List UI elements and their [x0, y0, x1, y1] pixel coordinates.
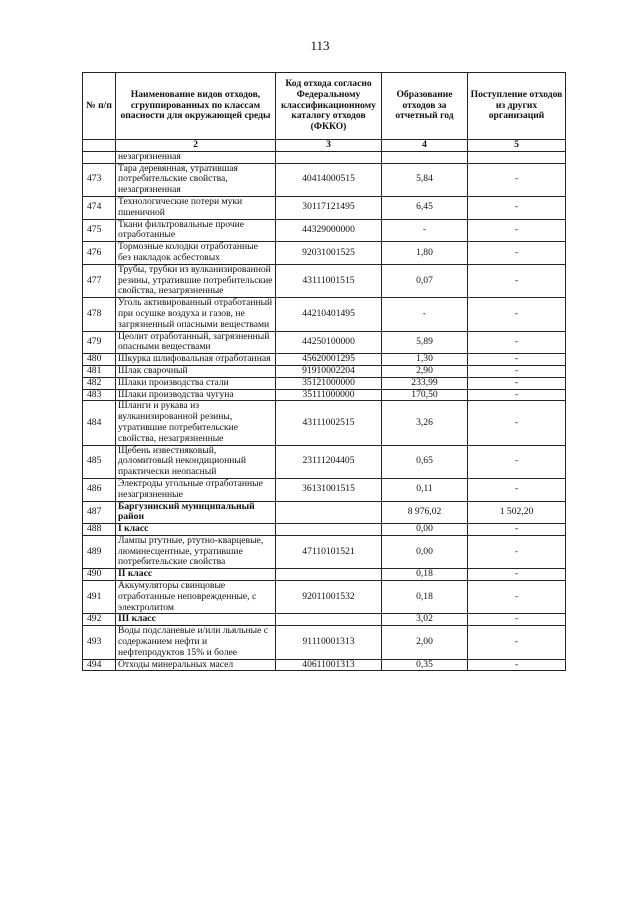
table-row: [83, 614, 566, 626]
generated-amount: -: [382, 219, 468, 242]
generated-amount: 5,84: [382, 163, 468, 196]
waste-name: Шлаки производства чугуна: [116, 389, 276, 401]
column-number-row: [83, 140, 566, 152]
row-number: 482: [83, 377, 116, 389]
row-number: 475: [83, 219, 116, 242]
table-row: [83, 659, 566, 671]
received-amount: -: [468, 264, 566, 297]
fkko-code: [276, 614, 382, 626]
generated-amount: 0,07: [382, 264, 468, 297]
fkko-code: 23111204405: [276, 445, 382, 478]
row-number: 485: [83, 445, 116, 478]
table-row: [83, 524, 566, 536]
received-amount: -: [468, 401, 566, 445]
table-row: [83, 581, 566, 614]
waste-name: Тара деревянная, утратившая потребительские свойства, незагрязненная: [116, 163, 276, 196]
generated-amount: 0,18: [382, 569, 468, 581]
table-body: [83, 151, 566, 671]
table-row: [83, 535, 566, 568]
row-number: 481: [83, 365, 116, 377]
waste-name: Шлак сварочный: [116, 365, 276, 377]
received-amount: 1 502,20: [468, 501, 566, 524]
fkko-code: [276, 524, 382, 536]
table-row: [83, 478, 566, 501]
generated-amount: 8 976,02: [382, 501, 468, 524]
waste-name: Лампы ртутные, ртутно-кварцевые, люминесцентные, утратившие потребительские свойства: [116, 535, 276, 568]
fkko-code: 30117121495: [276, 196, 382, 219]
generated-amount: 0,18: [382, 581, 468, 614]
received-amount: -: [468, 331, 566, 354]
column-header-generated: Образование отходов за отчетный год: [382, 73, 468, 140]
row-number: 476: [83, 242, 116, 265]
table-row: [83, 501, 566, 524]
table-row: [83, 569, 566, 581]
page-number: 113: [310, 38, 330, 53]
received-amount: -: [468, 163, 566, 196]
generated-amount: 0,11: [382, 478, 468, 501]
received-amount: -: [468, 614, 566, 626]
column-number-1: [83, 140, 116, 152]
waste-name: Воды подсланевые и/или льяльные с содержанием нефти и нефтепродуктов 15% и более: [116, 626, 276, 659]
column-header-received: Поступление отходов из других организаций: [468, 73, 566, 140]
fkko-code: 40414000515: [276, 163, 382, 196]
row-number: 479: [83, 331, 116, 354]
received-amount: -: [468, 219, 566, 242]
received-amount: [468, 151, 566, 163]
fkko-code: 91110001313: [276, 626, 382, 659]
generated-amount: 0,00: [382, 524, 468, 536]
fkko-code: 47110101521: [276, 535, 382, 568]
waste-name: Щебень известняковый, доломитовый некондиционный практически неопасный: [116, 445, 276, 478]
fkko-code: 43111001515: [276, 264, 382, 297]
waste-name: Трубы, трубки из вулканизированной резины, утратившие потребительские свойства, незагрязненные: [116, 264, 276, 297]
row-number: 488: [83, 524, 116, 536]
generated-amount: 233,99: [382, 377, 468, 389]
received-amount: -: [468, 389, 566, 401]
row-number: 483: [83, 389, 116, 401]
fkko-code: 43111002515: [276, 401, 382, 445]
table-header-row: [83, 73, 566, 140]
table-row: [83, 365, 566, 377]
waste-name: II класс: [116, 569, 276, 581]
waste-name: Электроды угольные отработанные незагрязненные: [116, 478, 276, 501]
column-number-5: 5: [468, 140, 566, 152]
row-number: [83, 151, 116, 163]
row-number: 484: [83, 401, 116, 445]
received-amount: -: [468, 354, 566, 366]
waste-name: Баргузинский муниципальный район: [116, 501, 276, 524]
received-amount: -: [468, 365, 566, 377]
waste-name: Шкурка шлифовальная отработанная: [116, 354, 276, 366]
fkko-code: 92011001532: [276, 581, 382, 614]
table-row: [83, 401, 566, 445]
received-amount: -: [468, 581, 566, 614]
column-number-3: 3: [276, 140, 382, 152]
table-row: [83, 298, 566, 331]
generated-amount: 170,50: [382, 389, 468, 401]
received-amount: -: [468, 445, 566, 478]
fkko-code: 91910002204: [276, 365, 382, 377]
generated-amount: 0,35: [382, 659, 468, 671]
generated-amount: 0,65: [382, 445, 468, 478]
row-number: 478: [83, 298, 116, 331]
generated-amount: 2,90: [382, 365, 468, 377]
waste-name: Ткани фильтровальные прочие отработанные: [116, 219, 276, 242]
generated-amount: 3,02: [382, 614, 468, 626]
waste-name: Аккумуляторы свинцовые отработанные неповрежденные, с электролитом: [116, 581, 276, 614]
column-number-4: 4: [382, 140, 468, 152]
table-row: [83, 377, 566, 389]
waste-name: Тормозные колодки отработанные без накладок асбестовых: [116, 242, 276, 265]
fkko-code: 44329000000: [276, 219, 382, 242]
received-amount: -: [468, 535, 566, 568]
row-number: 493: [83, 626, 116, 659]
table-row: [83, 445, 566, 478]
fkko-code: [276, 151, 382, 163]
generated-amount: 0,00: [382, 535, 468, 568]
waste-name: незагрязненная: [116, 151, 276, 163]
waste-name: Цеолит отработанный, загрязненный опасными веществами: [116, 331, 276, 354]
row-number: 487: [83, 501, 116, 524]
generated-amount: 2,00: [382, 626, 468, 659]
table-row: [83, 389, 566, 401]
waste-name: I класс: [116, 524, 276, 536]
fkko-code: 44250100000: [276, 331, 382, 354]
table-row: [83, 331, 566, 354]
fkko-code: 44210401495: [276, 298, 382, 331]
received-amount: -: [468, 569, 566, 581]
fkko-code: 35121000000: [276, 377, 382, 389]
row-number: 494: [83, 659, 116, 671]
generated-amount: 6,45: [382, 196, 468, 219]
table-row: [83, 264, 566, 297]
fkko-code: [276, 501, 382, 524]
received-amount: -: [468, 626, 566, 659]
row-number: 492: [83, 614, 116, 626]
row-number: 491: [83, 581, 116, 614]
table-row: [83, 196, 566, 219]
column-header-code: Код отхода согласно Федеральному классификационному каталогу отходов (ФККО): [276, 73, 382, 140]
column-number-2: 2: [116, 140, 276, 152]
table-row: [83, 151, 566, 163]
column-header-name: Наименование видов отходов, сгруппированных по классам опасности для окружающей среды: [116, 73, 276, 140]
row-number: 474: [83, 196, 116, 219]
received-amount: -: [468, 524, 566, 536]
fkko-code: 92031001525: [276, 242, 382, 265]
row-number: 489: [83, 535, 116, 568]
fkko-code: 45620001295: [276, 354, 382, 366]
table-row: [83, 163, 566, 196]
fkko-code: [276, 569, 382, 581]
row-number: 490: [83, 569, 116, 581]
waste-name: Уголь активированный отработанный при осушке воздуха и газов, не загрязненный опасными веществами: [116, 298, 276, 331]
table-row: [83, 242, 566, 265]
fkko-code: 35111000000: [276, 389, 382, 401]
received-amount: -: [468, 196, 566, 219]
table-row: [83, 626, 566, 659]
waste-name: Шлаки производства стали: [116, 377, 276, 389]
table-row: [83, 219, 566, 242]
waste-table: [82, 72, 566, 671]
received-amount: -: [468, 242, 566, 265]
received-amount: -: [468, 377, 566, 389]
row-number: 486: [83, 478, 116, 501]
waste-name: III класс: [116, 614, 276, 626]
waste-name: Технологические потери муки пшеничной: [116, 196, 276, 219]
generated-amount: -: [382, 298, 468, 331]
generated-amount: 5,89: [382, 331, 468, 354]
received-amount: -: [468, 659, 566, 671]
row-number: 480: [83, 354, 116, 366]
row-number: 477: [83, 264, 116, 297]
generated-amount: 1,80: [382, 242, 468, 265]
column-header-number: № п/п: [83, 73, 116, 140]
generated-amount: 3,26: [382, 401, 468, 445]
table-row: [83, 354, 566, 366]
waste-name: Отходы минеральных масел: [116, 659, 276, 671]
row-number: 473: [83, 163, 116, 196]
generated-amount: 1,30: [382, 354, 468, 366]
received-amount: -: [468, 478, 566, 501]
fkko-code: 40611001313: [276, 659, 382, 671]
received-amount: -: [468, 298, 566, 331]
waste-name: Шланги и рукава из вулканизированной резины, утратившие потребительские свойства, незагрязненные: [116, 401, 276, 445]
generated-amount: [382, 151, 468, 163]
fkko-code: 36131001515: [276, 478, 382, 501]
